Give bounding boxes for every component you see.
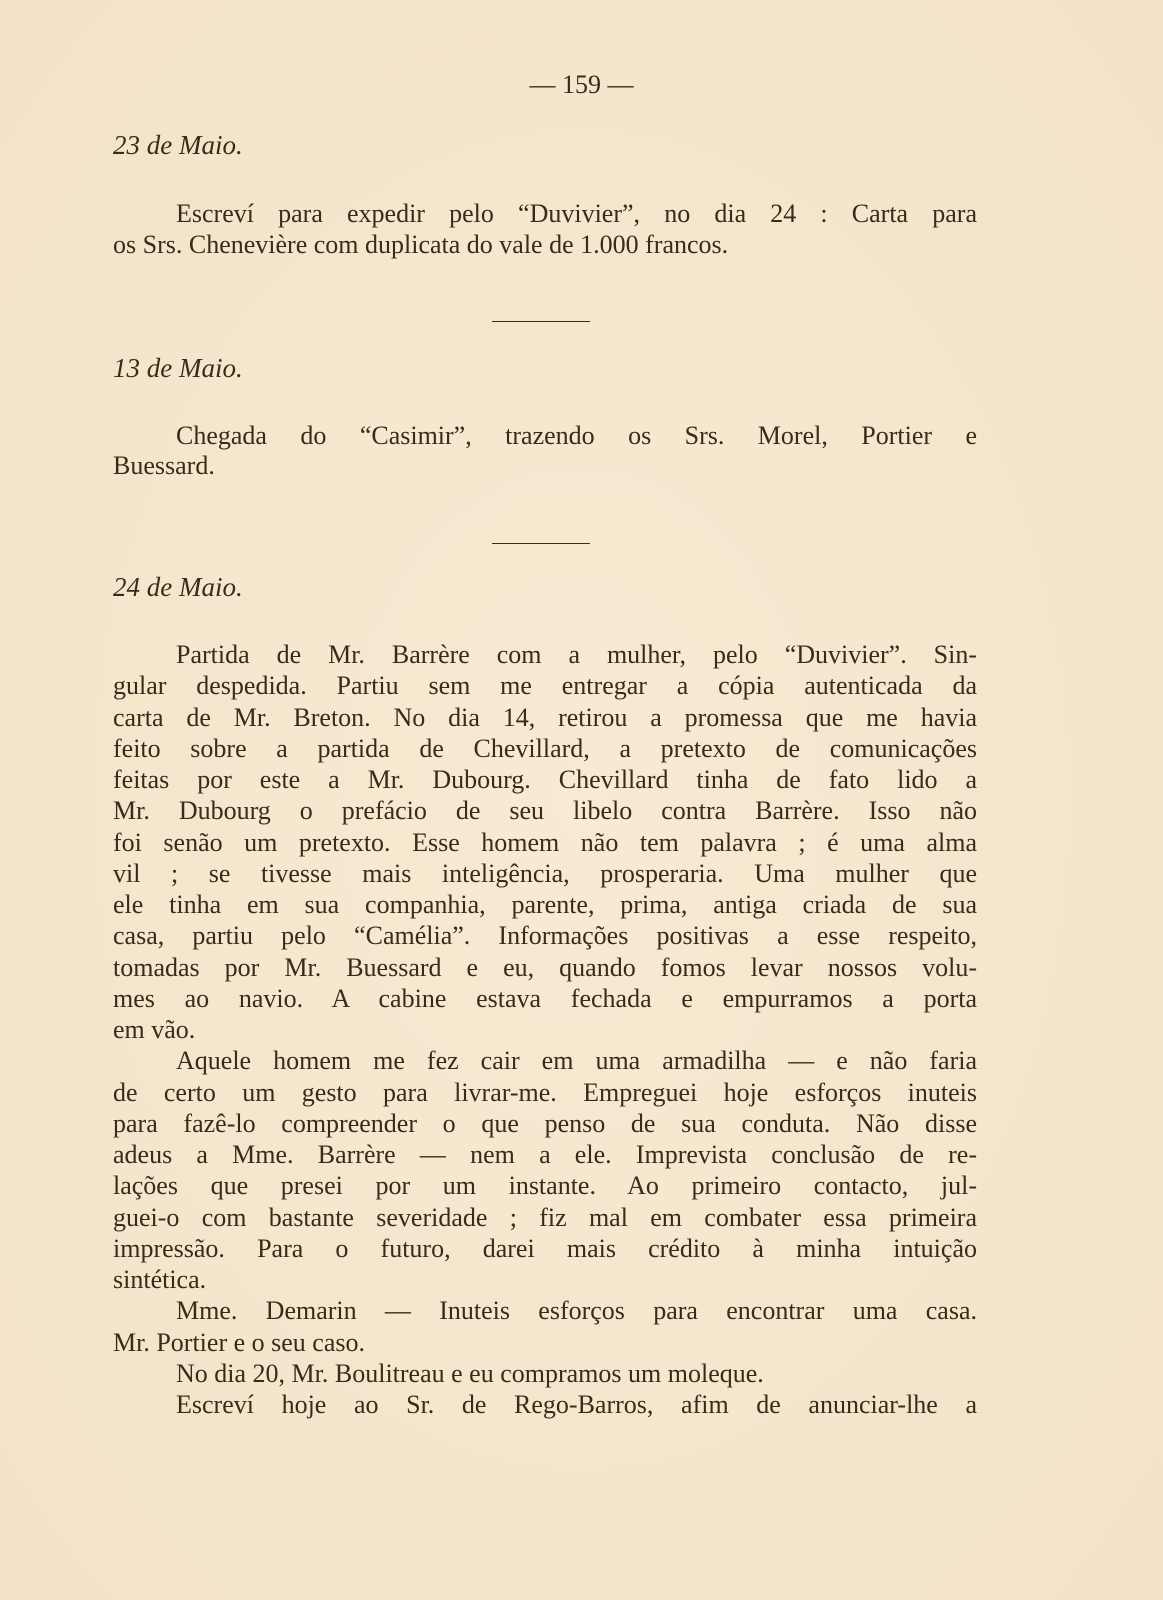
page-number-header: — 159 — bbox=[529, 70, 634, 99]
text-line: guei-o com bastante severidade ; fiz mal em combater essa primeira bbox=[113, 1202, 977, 1232]
text-line: casa, partiu pelo “Camélia”. Informações positivas a esse respeito, bbox=[113, 921, 977, 951]
text-line: em vão. bbox=[113, 1015, 196, 1044]
text-line: sintética. bbox=[113, 1265, 207, 1294]
text-line: Mme. Demarin — Inuteis esforços para encontrar uma casa. bbox=[176, 1296, 977, 1326]
text-line: Aquele homem me fez cair em uma armadilha — e não faria bbox=[176, 1046, 977, 1076]
entry-date: 13 de Maio. bbox=[113, 353, 243, 383]
text-line: para fazê-lo compreender o que penso de sua conduta. Não disse bbox=[113, 1108, 977, 1138]
text-line: tomadas por Mr. Buessard e eu, quando fomos levar nossos volu- bbox=[113, 952, 977, 982]
text-line: Mr. Dubourg o prefácio de seu libelo contra Barrère. Isso não bbox=[113, 796, 977, 826]
text-line: impressão. Para o futuro, darei mais crédito à minha intuição bbox=[113, 1233, 977, 1263]
text-line: Partida de Mr. Barrère com a mulher, pelo “Duvivier”. Sin- bbox=[176, 640, 977, 669]
text-line: Chegada do “Casimir”, trazendo os Srs. Morel, Portier e bbox=[176, 421, 977, 450]
text-line: feitas por este a Mr. Dubourg. Chevillard tinha de fato lido a bbox=[113, 765, 977, 794]
text-line: mes ao navio. A cabine estava fechada e empurramos a porta bbox=[113, 983, 977, 1013]
text-line: foi senão um pretexto. Esse homem não tem palavra ; é uma alma bbox=[113, 827, 977, 857]
text-line: Mr. Portier e o seu caso. bbox=[113, 1327, 366, 1357]
text-line: de certo um gesto para livrar-me. Empreguei hoje esforços inuteis bbox=[113, 1077, 977, 1107]
text-line: os Srs. Chenevière com duplicata do vale de 1.000 francos. bbox=[113, 229, 729, 259]
entry-date: 24 de Maio. bbox=[113, 572, 243, 602]
text-line: vil ; se tivesse mais inteligência, prosperaria. Uma mulher que bbox=[113, 858, 977, 888]
text-line: adeus a Mme. Barrère — nem a ele. Imprevista conclusão de re- bbox=[113, 1140, 977, 1169]
text-line: lações que presei por um instante. Ao primeiro contacto, jul- bbox=[113, 1171, 977, 1201]
text-line: ele tinha em sua companhia, parente, prima, antiga criada de sua bbox=[113, 890, 977, 919]
section-divider bbox=[492, 543, 590, 544]
text-line: No dia 20, Mr. Boulitreau e eu compramos um moleque. bbox=[176, 1358, 764, 1388]
text-line: Escreví para expedir pelo “Duvivier”, no dia 24 : Carta para bbox=[176, 199, 977, 228]
text-line: Escreví hoje ao Sr. de Rego-Barros, afim de anunciar-lhe a bbox=[176, 1390, 977, 1419]
text-line: carta de Mr. Breton. No dia 14, retirou a promessa que me havia bbox=[113, 702, 977, 732]
section-divider bbox=[492, 321, 590, 322]
text-line: Buessard. bbox=[113, 451, 215, 480]
entry-date: 23 de Maio. bbox=[113, 130, 243, 160]
text-line: gular despedida. Partiu sem me entregar a cópia autenticada da bbox=[113, 671, 977, 701]
text-line: feito sobre a partida de Chevillard, a pretexto de comunicações bbox=[113, 733, 977, 763]
